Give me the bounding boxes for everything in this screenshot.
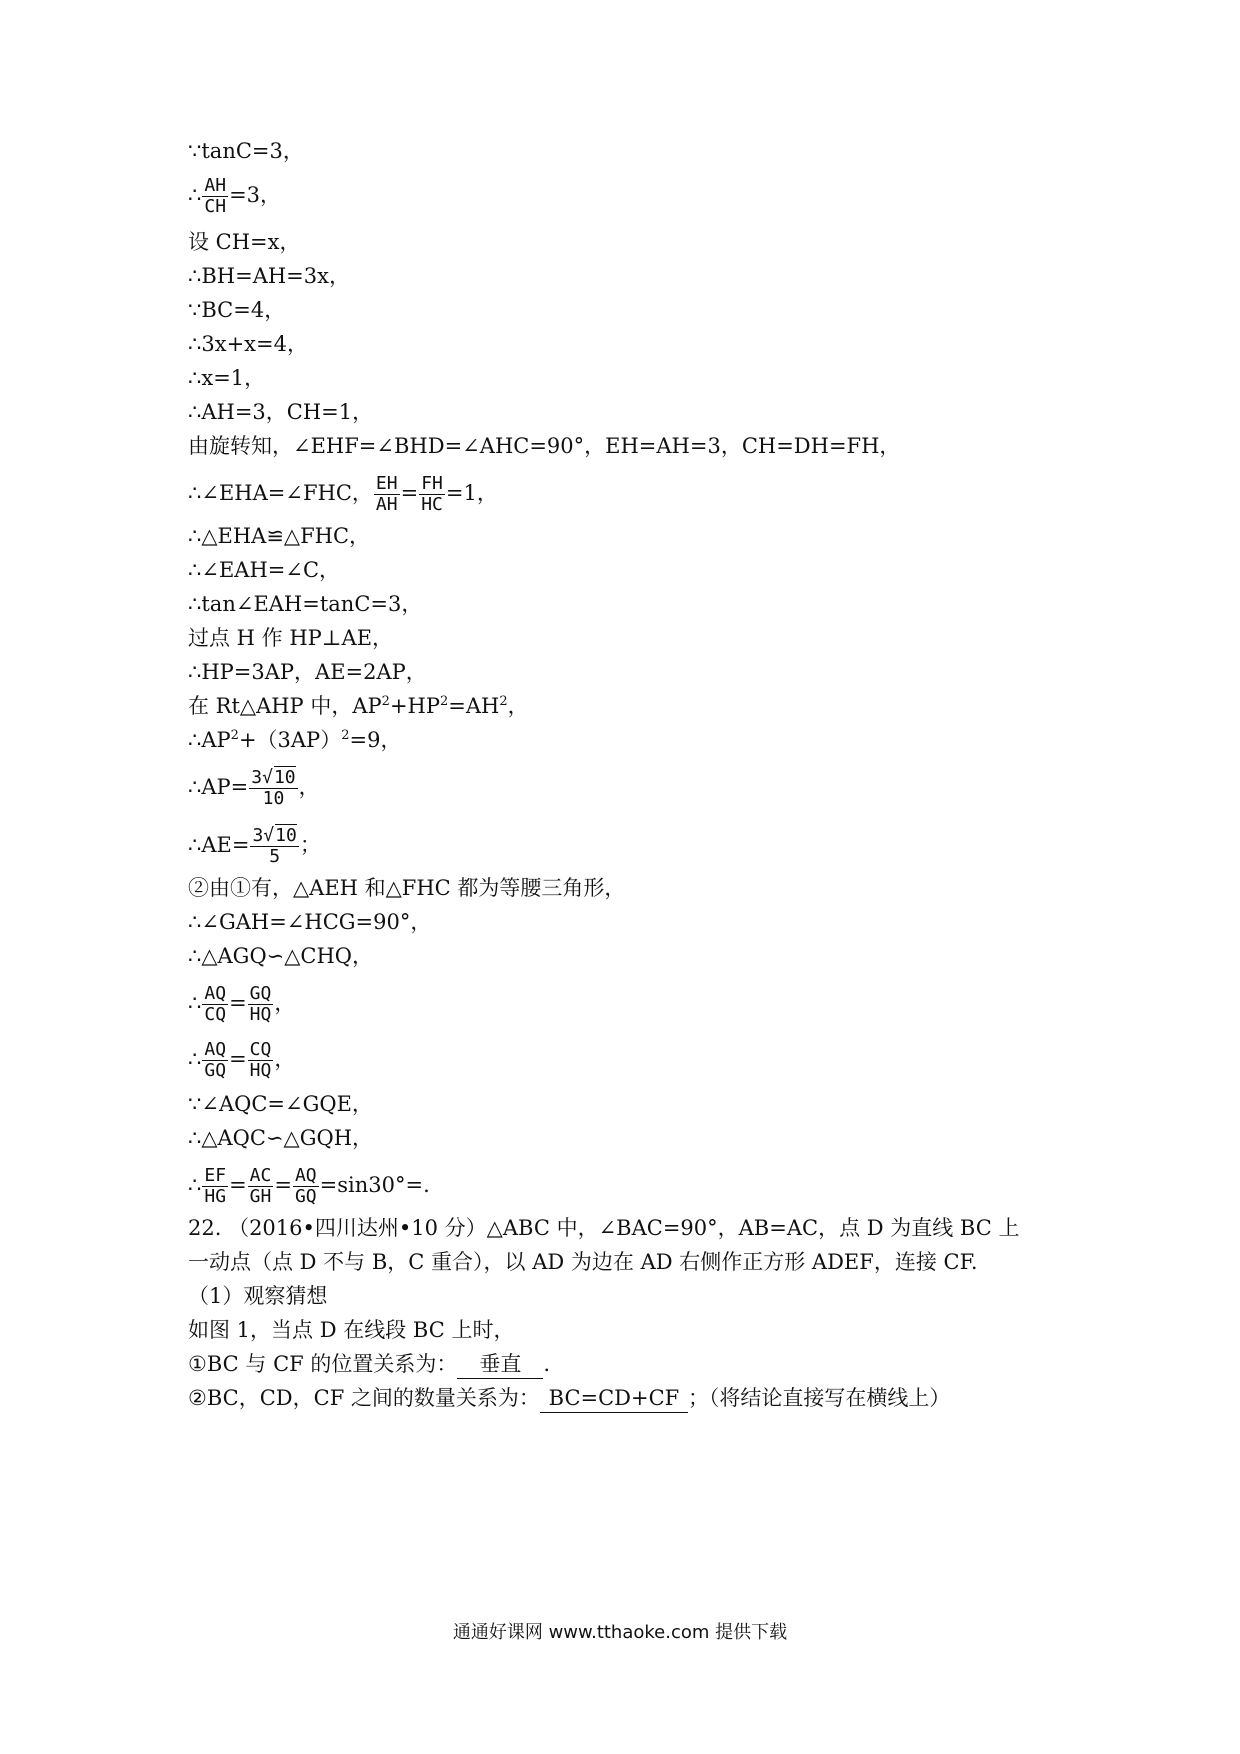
text-line: 由旋转知，∠EHF=∠BHD=∠AHC=90°，EH=AH=3，CH=DH=FH，: [188, 434, 901, 458]
fraction: [249, 768, 297, 809]
page-footer: 通通好课网 www.tthaoke.com 提供下载: [452, 1622, 788, 1643]
denominator: GH: [249, 1186, 272, 1207]
text-line: ∴∠GAH=∠HCG=90°，: [188, 910, 432, 934]
numerator: GQ: [249, 983, 272, 1004]
numerator: CQ: [249, 1039, 272, 1060]
text-line: ∴tan∠EAH=tanC=3，: [188, 592, 423, 616]
fraction: [202, 984, 228, 1025]
denominator: 10: [262, 788, 285, 809]
text: ；: [299, 833, 321, 857]
superscript: 2: [230, 728, 239, 743]
problem-text: 如图 1，当点 D 在线段 BC 上时，: [188, 1318, 515, 1342]
text: ∴∠EHA=∠FHC，: [188, 481, 373, 505]
coefficient: 3: [251, 767, 263, 788]
text: =9，: [349, 728, 402, 752]
text: =: [400, 481, 419, 505]
text: =: [229, 1047, 247, 1071]
denominator: CQ: [204, 1004, 227, 1025]
text-line: ∴△EHA≌△FHC，: [188, 524, 371, 548]
text: =AH: [448, 694, 500, 718]
text: ，: [298, 775, 320, 799]
numerator: FH: [421, 473, 443, 494]
text: ∴: [188, 183, 202, 207]
numerator: 3√10: [252, 825, 297, 846]
numerator: AC: [249, 1165, 272, 1186]
superscript: 2: [439, 694, 449, 709]
fraction: [293, 1166, 319, 1207]
text: =: [229, 991, 247, 1015]
problem-text: 一动点（点 D 不与 B，C 重合），以 AD 为边在 AD 右侧作正方形 ADEF，连接 CF.: [188, 1250, 978, 1274]
fraction: [374, 474, 400, 515]
text-line-fraction: [188, 984, 295, 1025]
text: ②BC，CD，CF 之间的数量关系为：: [188, 1386, 540, 1410]
text: =1，: [445, 481, 498, 505]
text: ①BC 与 CF 的位置关系为：: [188, 1352, 458, 1376]
text: =sin30°=.: [319, 1173, 430, 1197]
text-line: [188, 726, 401, 754]
radicand: 10: [273, 767, 296, 788]
numerator: AQ: [294, 1165, 317, 1186]
denominator: GQ: [204, 1060, 227, 1081]
denominator: GQ: [294, 1186, 317, 1207]
denominator: AH: [375, 494, 398, 515]
text: =3，: [229, 183, 282, 207]
superscript: 2: [381, 694, 390, 709]
text-line: [188, 692, 529, 720]
text-line-fraction: [188, 474, 498, 515]
text-line: ∴BH=AH=3x，: [188, 264, 350, 288]
text-line-fraction: [188, 1040, 295, 1081]
answer-blank: BC=CD+CF: [540, 1384, 688, 1413]
answer-line: [188, 1350, 550, 1379]
text-line: 过点 H 作 HP⊥AE，: [188, 626, 394, 650]
numerator: 3√10: [251, 767, 296, 788]
text-line: ∴△AQC∽△GQH，: [188, 1126, 374, 1150]
text: ∴: [188, 1173, 202, 1197]
section-heading: （1）观察猜想: [188, 1284, 328, 1308]
superscript: 2: [341, 728, 350, 743]
problem-text: 22. （2016•四川达州•10 分）△ABC 中，∠BAC=90°，AB=AC，点 D 为直线 BC 上: [188, 1216, 1020, 1240]
text-line: ∴x=1，: [188, 366, 266, 390]
text: ，: [274, 991, 296, 1015]
text-line-fraction: [188, 176, 281, 217]
denominator: 5: [269, 846, 281, 867]
text-line: ∴∠EAH=∠C，: [188, 558, 341, 582]
fraction: [202, 1040, 228, 1081]
text: ∴: [188, 991, 202, 1015]
text: =: [229, 1173, 247, 1197]
text-line: ②由①有，△AEH 和△FHC 都为等腰三角形，: [188, 876, 626, 900]
denominator: HC: [421, 494, 443, 515]
fraction: [250, 826, 298, 867]
text-line: ∴△AGQ∽△CHQ，: [188, 944, 374, 968]
text-line: ∵tanC=3，: [188, 139, 304, 163]
text-line: ∵BC=4，: [188, 298, 286, 322]
text: ；（将结论直接写在横线上）: [687, 1386, 951, 1410]
text: 在 Rt△AHP 中，AP: [188, 694, 382, 718]
numerator: EH: [375, 473, 398, 494]
text-line: ∴HP=3AP，AE=2AP，: [188, 660, 427, 684]
superscript: 2: [499, 694, 508, 709]
text: ∴: [188, 1047, 202, 1071]
denominator: HQ: [249, 1004, 272, 1025]
text: ∴AP: [188, 728, 231, 752]
fraction: [202, 1166, 228, 1207]
coefficient: 3: [252, 825, 264, 846]
answer-blank: 垂直: [457, 1350, 543, 1379]
text: ，: [507, 694, 529, 718]
denominator: CH: [204, 196, 227, 217]
text-line: ∵∠AQC=∠GQE，: [188, 1092, 373, 1116]
radicand: 10: [275, 825, 297, 846]
denominator: HQ: [249, 1060, 272, 1081]
text-line: ∴AH=3，CH=1，: [188, 400, 374, 424]
numerator: AQ: [204, 1039, 227, 1060]
numerator: EF: [204, 1165, 227, 1186]
text: ，: [274, 1047, 296, 1071]
fraction: [419, 474, 445, 515]
fraction: [248, 1166, 274, 1207]
denominator: HG: [204, 1186, 227, 1207]
numerator: AH: [204, 175, 227, 196]
text: ∴AP=: [188, 775, 249, 799]
text-line-fraction: [188, 768, 320, 809]
text: =: [274, 1173, 292, 1197]
text-line-fraction: [188, 1166, 430, 1207]
fraction: [248, 1040, 274, 1081]
text: +HP: [389, 694, 440, 718]
text-line: 设 CH=x，: [188, 230, 301, 254]
text: ∴AE=: [188, 833, 250, 857]
text: .: [543, 1352, 551, 1376]
text-line: ∴3x+x=4，: [188, 332, 308, 356]
fraction: [248, 984, 274, 1025]
text-line-fraction: [188, 826, 321, 867]
numerator: AQ: [204, 983, 227, 1004]
text: +（3AP）: [238, 728, 342, 752]
fraction: [202, 176, 228, 217]
answer-line: [188, 1384, 950, 1413]
